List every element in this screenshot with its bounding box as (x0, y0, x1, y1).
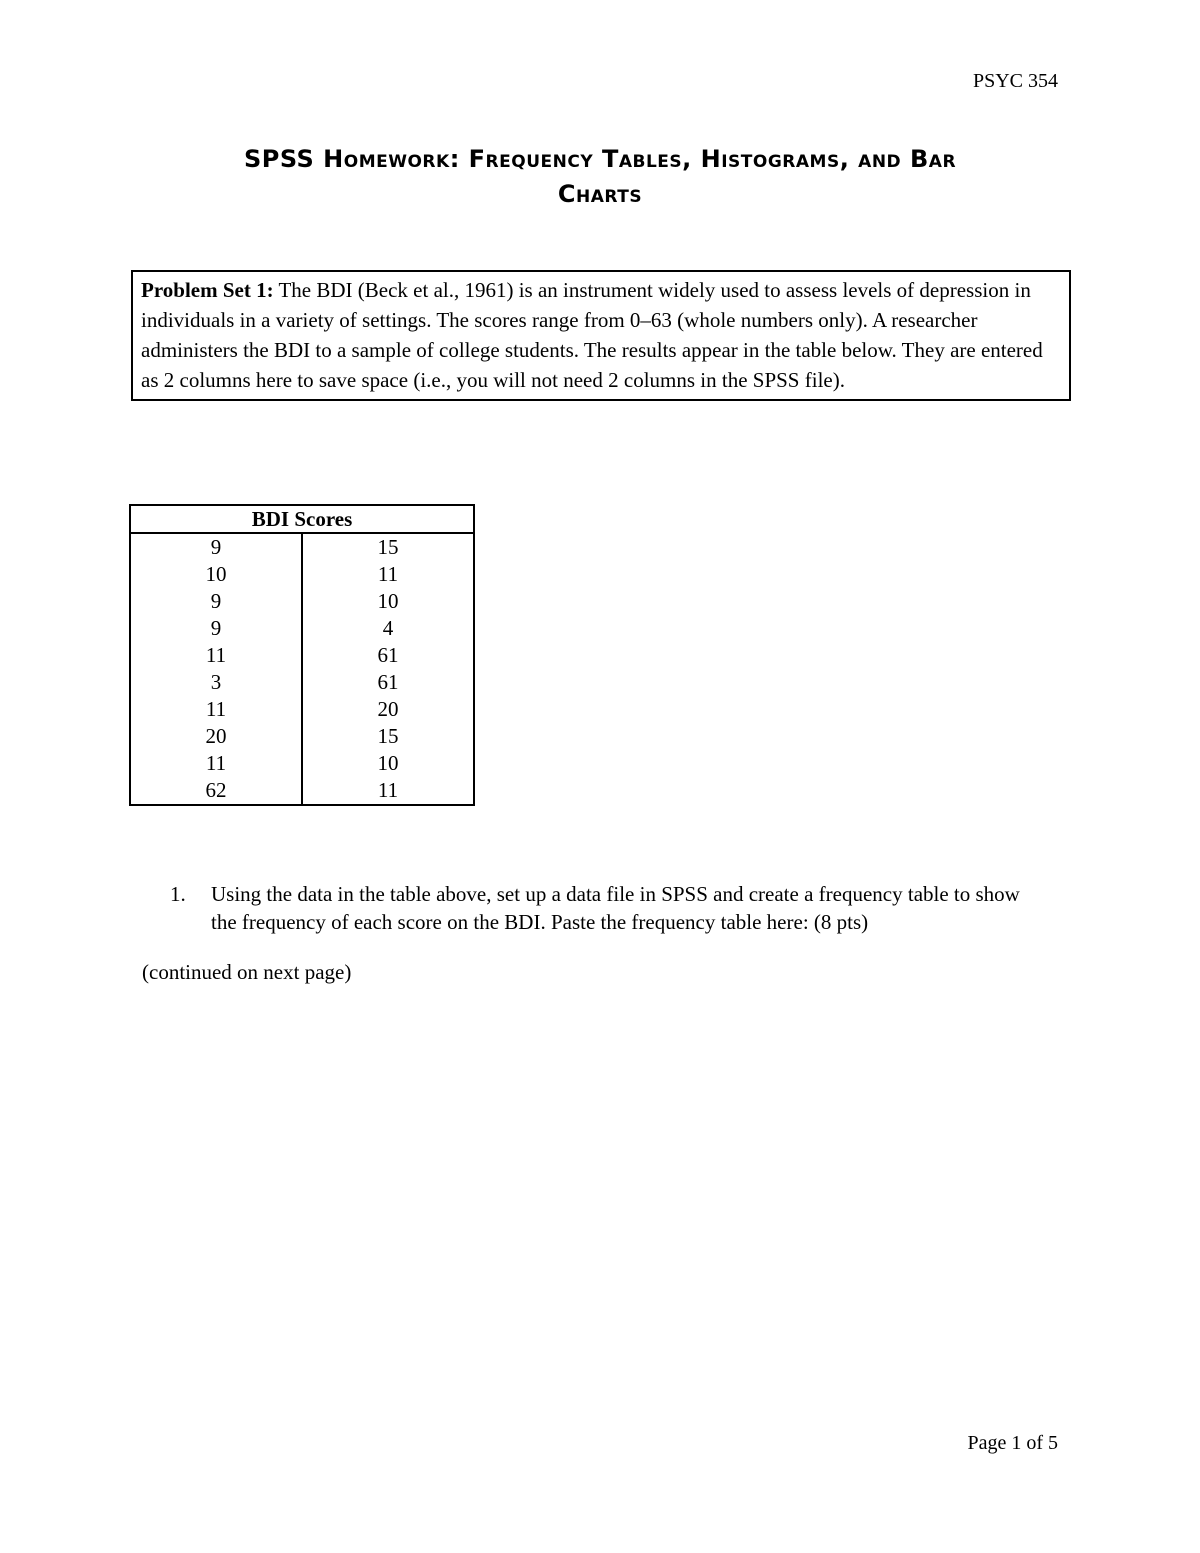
table-cell: 4 (302, 615, 474, 642)
question-number: 1. (170, 882, 186, 906)
table-row (130, 696, 474, 723)
table-row (130, 588, 474, 615)
table-header-row (130, 505, 474, 533)
course-code: PSYC 354 (972, 70, 1058, 92)
table-header: BDI Scores (130, 505, 474, 533)
table-cell: 10 (302, 588, 474, 615)
table-cell: 11 (130, 750, 302, 777)
question-1 (170, 880, 1050, 936)
table-cell: 15 (302, 723, 474, 750)
table-cell: 11 (302, 561, 474, 588)
page-title (130, 142, 1070, 212)
table-row (130, 642, 474, 669)
table-row (130, 561, 474, 588)
table-row (130, 615, 474, 642)
table-cell: 11 (130, 696, 302, 723)
table-cell: 9 (130, 615, 302, 642)
table-cell: 11 (130, 642, 302, 669)
table-cell: 61 (302, 669, 474, 696)
table-cell: 61 (302, 642, 474, 669)
table-cell: 9 (130, 533, 302, 561)
table-cell: 10 (130, 561, 302, 588)
table-cell: 9 (130, 588, 302, 615)
problem-set-label: Problem Set 1: (141, 278, 274, 302)
table-cell: 20 (302, 696, 474, 723)
problem-set-text: The BDI (Beck et al., 1961) is an instrument widely used to assess levels of depression in individuals in a variety of settings. The scores range from 0–63 (whole numbers only). A researcher administers the BDI to a sample of college students. The results appear in the table below. They are entered as 2 columns here to save space (i.e., you will not need 2 columns in the SPSS file). (141, 278, 1043, 392)
table-cell: 3 (130, 669, 302, 696)
table-cell: 10 (302, 750, 474, 777)
bdi-scores-table (129, 504, 475, 806)
page-title-line-2: Charts (557, 180, 643, 208)
table-row (130, 723, 474, 750)
table-cell: 20 (130, 723, 302, 750)
table-cell: 62 (130, 777, 302, 805)
table-cell: 15 (302, 533, 474, 561)
table-row (130, 669, 474, 696)
page-number: Page 1 of 5 (967, 1432, 1058, 1454)
question-text: Using the data in the table above, set up a data file in SPSS and create a frequency table to show the frequency of each score on the BDI. Paste the frequency table here: (8 pts) (211, 882, 1020, 934)
table-cell: 11 (302, 777, 474, 805)
table-row (130, 750, 474, 777)
page-title-line-1: SPSS Homework: Frequency Tables, Histograms, and Bar (243, 145, 957, 173)
continued-note: (continued on next page) (142, 960, 352, 984)
table-row (130, 777, 474, 805)
problem-set-box (131, 270, 1071, 401)
table-row (130, 533, 474, 561)
